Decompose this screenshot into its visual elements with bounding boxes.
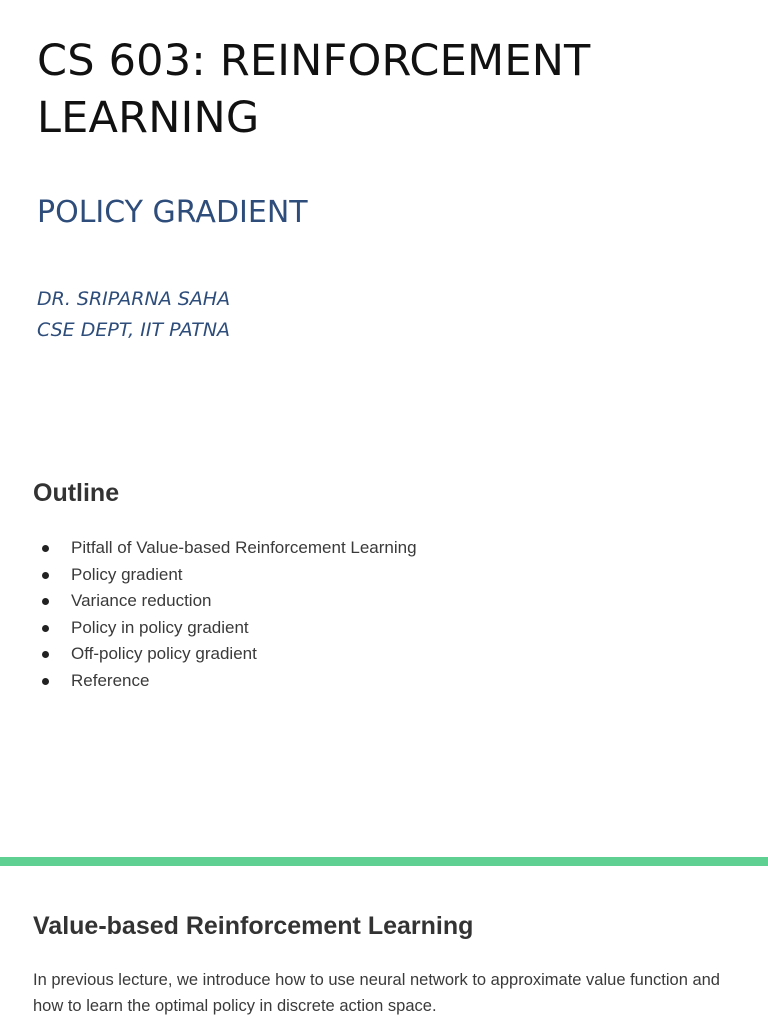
list-item-label: Off-policy policy gradient bbox=[71, 644, 257, 663]
list-item bbox=[0, 535, 417, 562]
list-item-label: Policy in policy gradient bbox=[71, 617, 249, 637]
bullet-icon bbox=[42, 572, 49, 579]
bullet-icon bbox=[42, 651, 49, 658]
course-title: CS 603: REINFORCEMENT LEARNING bbox=[37, 36, 591, 143]
list-item bbox=[0, 562, 417, 589]
list-item bbox=[0, 668, 417, 695]
bullet-icon bbox=[42, 678, 49, 685]
lecture-subtitle: POLICY GRADIENT bbox=[37, 195, 308, 230]
list-item bbox=[0, 615, 417, 642]
slide-divider bbox=[0, 857, 768, 866]
bullet-icon bbox=[42, 545, 49, 552]
author-affiliation: CSE DEPT, IIT PATNA bbox=[37, 319, 231, 341]
slide-heading: Value-based Reinforcement Learning bbox=[33, 912, 474, 940]
value-based-slide bbox=[0, 866, 768, 1024]
list-item bbox=[0, 641, 417, 668]
list-item-label: Pitfall of Value-based Reinforcement Learning bbox=[71, 538, 417, 557]
list-item-label: Policy gradient bbox=[71, 564, 183, 584]
title-slide bbox=[0, 0, 768, 445]
bullet-icon bbox=[42, 598, 49, 605]
slide-paragraph: In previous lecture, we introduce how to use neural network to approximate value function and how to learn the optimal policy in discrete action space. bbox=[33, 971, 720, 1015]
author-block bbox=[37, 284, 230, 346]
list-item-label: Variance reduction bbox=[71, 591, 212, 610]
list-item bbox=[0, 588, 417, 615]
outline-heading: Outline bbox=[33, 479, 120, 507]
list-item-label: Reference bbox=[71, 670, 150, 690]
outline-slide bbox=[0, 445, 768, 857]
bullet-icon bbox=[42, 625, 49, 632]
outline-list bbox=[0, 535, 417, 694]
author-name: DR. SRIPARNA SAHA bbox=[37, 288, 231, 310]
